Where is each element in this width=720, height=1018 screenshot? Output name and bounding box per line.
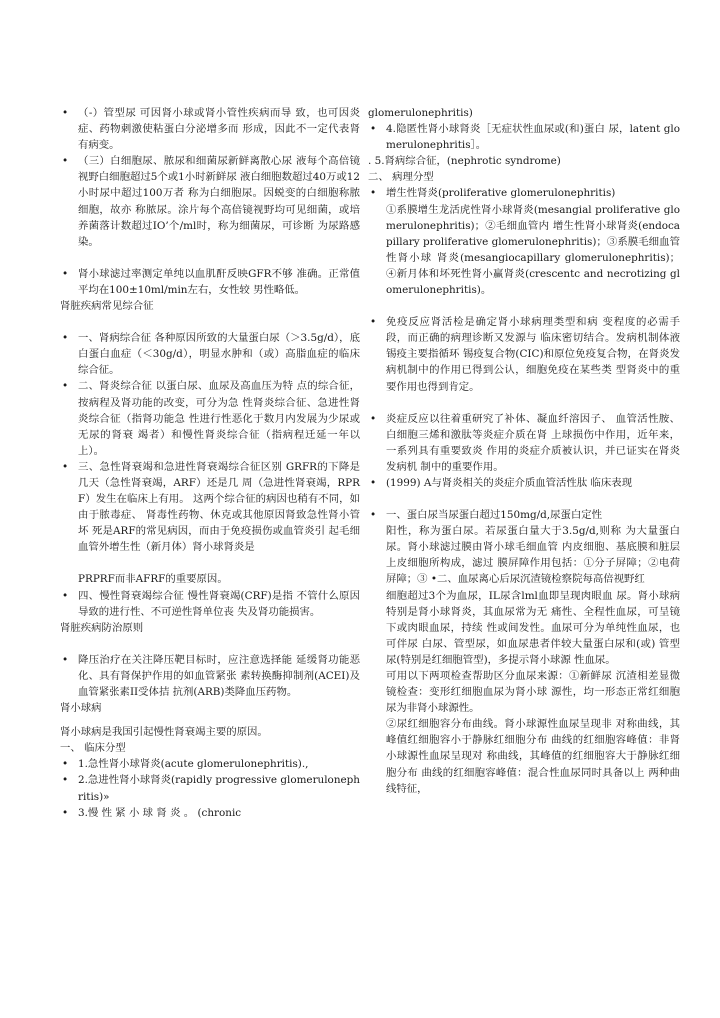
paragraph-spacer: [60, 314, 360, 330]
text-paragraph: 一、 临床分型: [60, 742, 126, 755]
bullet-paragraph: • 一、肾病综合征 各种原因所致的大量蛋白尿（＞3.5g/d），底白蛋白血症（＜30g/d），明显水肿和（或）高脂血症的临床综合征。: [60, 330, 360, 378]
bullet-paragraph: • 三、急性肾衰竭和急进性肾衰竭综合征区别 GRFR的下降是几天（急性肾衰竭，ARF）还是几 周（急进性肾衰竭，RPRF）发生在临床上有用。 这两个综合征的病因也稍有不同，如由于脓毒症、 肾毒性药物、休克或其他原因肾致急性肾小管坏 死是ARF的常见病因，而由于免疫损伤或血管炎引 起毛细血管外增生性（新月体）肾小球肾炎是: [60, 459, 360, 556]
bullet-paragraph: • 2.急进性肾小球肾炎(rapidly progressive glomerulonephritis)»: [60, 772, 360, 804]
paragraph-spacer: [368, 395, 680, 411]
paragraph-spacer: [60, 636, 360, 652]
right-column: [368, 105, 680, 797]
text-paragraph: glomerulonephritis): [368, 107, 473, 119]
text-paragraph: 肾小球病: [60, 702, 102, 715]
bullet-paragraph: • 4.隐匿性肾小球肾炎［无症状性血尿或(和)蛋白 尿，latent glomerulonephritis］。: [368, 121, 680, 153]
bullet-paragraph: • 一、蛋白尿当尿蛋白超过150mg/d,尿蛋白定性: [368, 507, 680, 523]
text-paragraph: 肾脏疾病常见综合征: [60, 300, 154, 313]
text-paragraph: ②尿红细胞容分布曲线。肾小球源性血尿呈现非 对称曲线，其峰值红细胞容小于静脉红细胞分布 曲线的红细胞容峰值：非肾小球源性血尿呈现对 称曲线，其峰值的红细胞容大于静脉红细胞分布 曲线的红细胞容峰值：混合性血尿同时具备以上 两种曲线特征，: [386, 718, 680, 795]
paragraph-spacer: [368, 298, 680, 314]
bullet-paragraph: • 降压治疗在关注降压靶目标时，应注意选择能 延缓肾功能恶化、具有肾保护作用的如血管紧张 素转换酶抑制剂(ACEI)及血管紧张素II受体拮 抗剂(ARB)类降血压药物。: [60, 652, 360, 700]
text-paragraph: 肾脏疾病防治原则: [60, 621, 144, 634]
bullet-paragraph: • 1.急性肾小球肾炎(acute glomerulonephritis).,: [60, 756, 360, 772]
bullet-paragraph: • 3.慢 性 紧 小 球 肾 炎 。 (chronic: [60, 805, 360, 821]
text-paragraph: 肾小球病是我国引起慢性肾衰竭主要的原因。: [60, 726, 268, 739]
bullet-paragraph: • （三）白细胞尿、脓尿和细菌尿新鲜离散心尿 液每个高倍镜视野白细胞超过5个或1小时新鲜尿 液白细胞数超过40万或12小时尿中超过100万者 称为白细胞尿。因蜕变的白细胞称脓细胞，故亦 称脓尿。涂片每个高倍镜视野均可见细菌，或培 养菌落计数超过IO’个/ml时，称为细菌尿，可诊断 为尿路感染。: [60, 153, 360, 250]
bullet-paragraph: • (1999) A与肾炎相关的炎症介质血管活性肽 临床表现: [368, 475, 680, 491]
paragraph-spacer: [60, 716, 360, 724]
bullet-paragraph: • 二、肾炎综合征 以蛋白尿、血尿及高血压为特 点的综合征，按病程及肾功能的改变，可分为急 性肾炎综合征、急进性肾炎综合征（指肾功能急 性进行性恶化于数月内发展为少尿或无尿的肾衰 竭者）和慢性肾炎综合征（指病程迁延一年以上）。: [60, 378, 360, 458]
text-paragraph: 阳性，称为蛋白尿。若尿蛋白量大于3.5g/d,则称 为大量蛋白尿。肾小球滤过膜由肾小球毛细血管 内皮细胞、基底膜和脏层上皮细胞所构成，滤过 膜屏障作用包括：①分子屏障；②电荷屏障；③ •二、血尿离心后尿沉渣镜检察院每高倍视野红: [386, 525, 680, 586]
paragraph-spacer: [368, 491, 680, 507]
bullet-paragraph: • 增生性肾炎(proliferative glomerulonephritis): [368, 185, 680, 201]
bullet-paragraph: • 四、慢性肾衰竭综合征 慢性肾衰竭(CRF)是指 不管什么原因导致的进行性、不可逆性肾单位丧 失及肾功能损害。: [60, 588, 360, 620]
bullet-paragraph: • （-）管型尿 可因肾小球或肾小管性疾病而导 致，也可因炎症、药物刺激使粘蛋白分泌增多而 形成，因此不一定代表肾有病变。: [60, 105, 360, 153]
text-paragraph: PRPRF而非AFRF的重要原因。: [78, 573, 228, 586]
bullet-paragraph: • 炎症反应以往着重研究了补体、凝血纤溶因子、 血管活性胺、白细胞三烯和激肽等炎症介质在肾 上球损伤中作用，近年来，一系列具有重要致炎 作用的炎症介质被认识，并已证实在肾炎发病机 制中的重要作用。: [368, 411, 680, 475]
paragraph-spacer: [60, 250, 360, 266]
text-paragraph: 细胞超过3个为血尿，IL尿含lml血即呈现肉眼血 尿。肾小球病特别是肾小球肾炎，其血尿常为无 痛性、全程性血尿，可呈镜下或肉眼血尿，持续 性或间发性。血尿可分为单纯性血尿，也可伴尿 白尿、管型尿，如血尿患者伴较大量蛋白尿和(或) 管型尿(特别是红细胞管型)，多提示肾小球源 性血尿。: [386, 589, 680, 666]
bullet-paragraph: • 免疫反应肾活检是确定肾小球病理类型和病 变程度的必需手段，而正确的病理诊断又发源与 临床密切结合。发病机制体液锡疫主要指循环 锡疫复合物(CIC)和原位免疫复合物，在肾炎发 病机制中的作用已得到公认，细胞免疫在某些类 型肾炎中的重要作用也得到肯定。: [368, 314, 680, 394]
text-paragraph: . 5.肾病综合征，(nephrotic syndrome): [368, 155, 561, 168]
text-paragraph: ①系膜增生龙活虎性肾小球肾炎(mesangial proliferative glomerulonephritis)；②毛细血管内 增生性肾小球肾炎(endocapillary proliferative glomerulonephritis)；③系膜毛细血管性肾小球 肾炎(mesangiocapillary glomerulonephritis)； ④新月体和坏死性肾小赢肾炎(crescentc and necrotizing glomerulonephritis)。: [386, 203, 680, 297]
text-paragraph: 可用以下两项检查帮助区分血尿来源：①新鲜尿 沉渣相差显微镜检查：变形红细胞血尿为肾小球 源性，均一形态正常红细胞尿为非肾小球源性。: [386, 670, 680, 715]
bullet-paragraph: • 肾小球滤过率测定单纯以血肌酐反映GFR不够 准确。正常值平均在100±10ml/min左右，女性较 男性略低。: [60, 266, 360, 298]
left-column: [60, 105, 360, 821]
text-paragraph: 二、 病理分型: [368, 171, 434, 184]
paragraph-spacer: [60, 555, 360, 571]
